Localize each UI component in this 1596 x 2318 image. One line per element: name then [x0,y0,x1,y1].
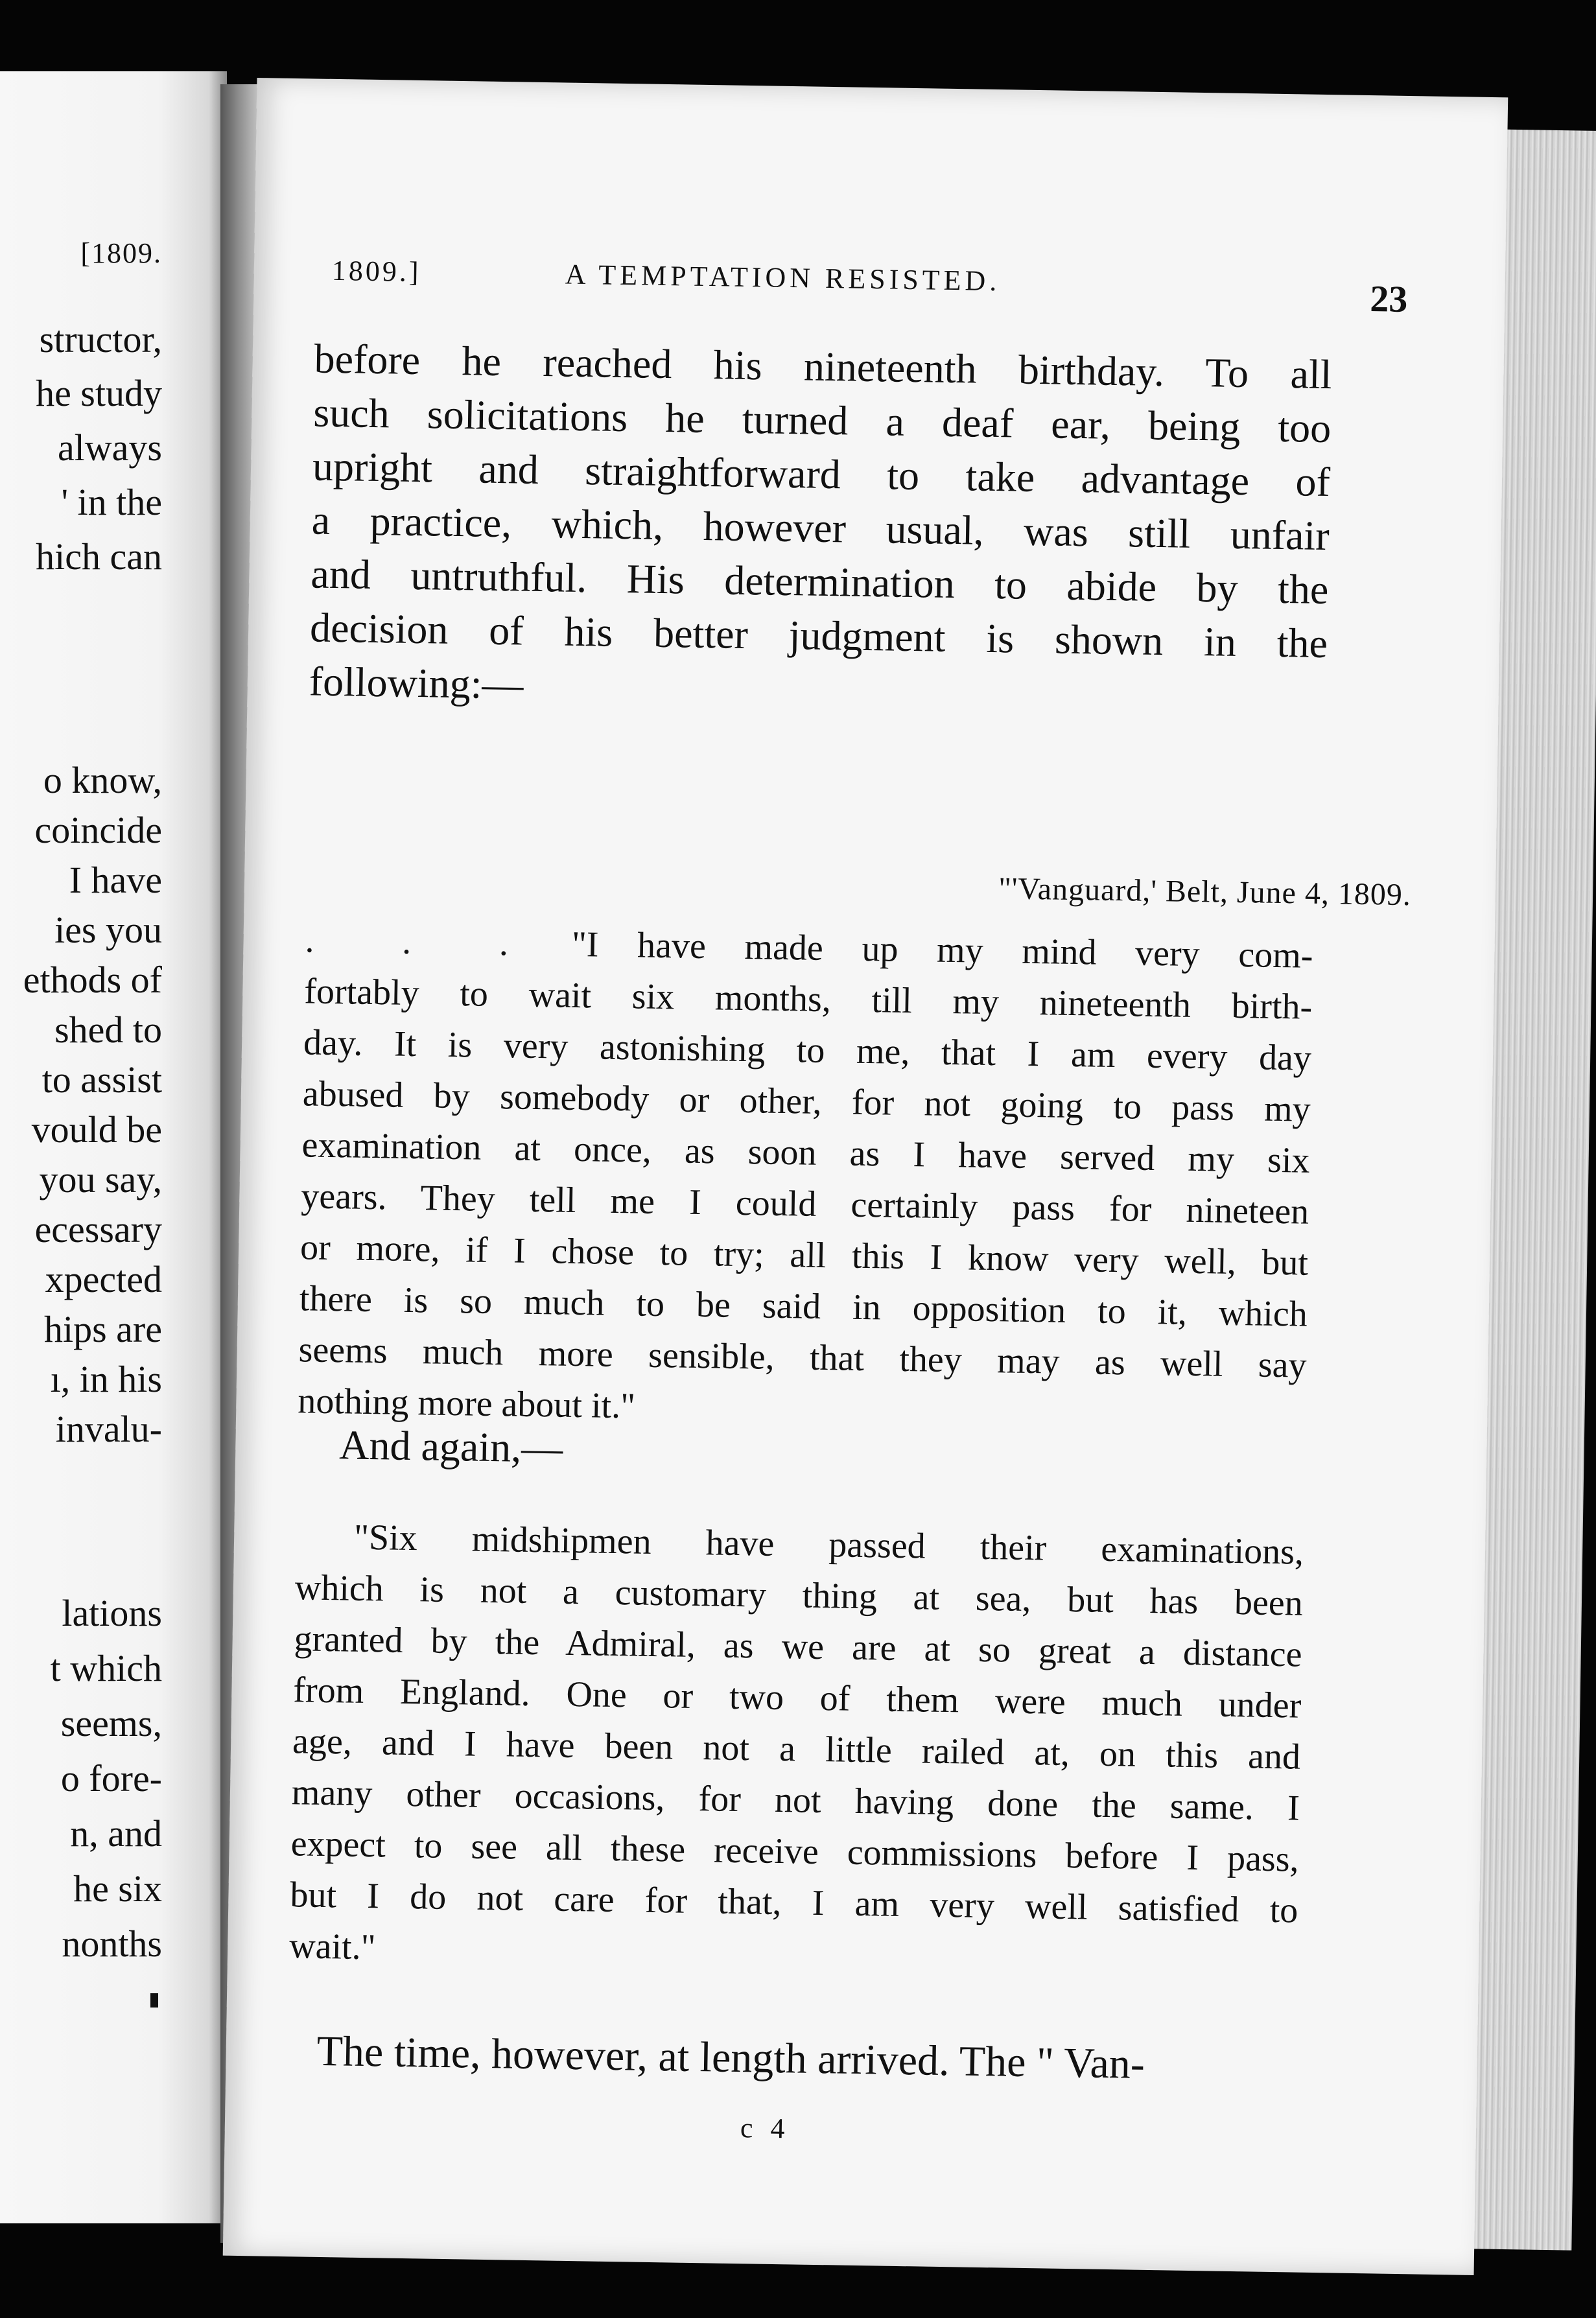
left-line: t which [50,1647,162,1689]
left-line: to assist [41,1059,162,1101]
text-line: examination at once, as soon as I have served my six [301,1125,1310,1181]
text-line: before he reached his nineteenth birthday. To all [314,335,1333,398]
left-line: you say, [39,1158,162,1200]
running-head-year: 1809.] [331,254,421,288]
left-line: ethods of [23,959,162,1001]
text-line: such solicitations he turned a deaf ear, being too [312,389,1332,452]
paragraph-1 [309,331,1332,724]
left-page [0,71,227,2223]
text-line: many other occasions, for not having done the same. I [291,1772,1300,1829]
left-line: lations [62,1592,162,1634]
left-line: vould be [31,1108,162,1151]
text-line: nothing more about it." [297,1381,636,1427]
main-page [223,78,1508,2275]
quote-line-1: "I have made up my mind very com- [571,924,1313,976]
left-line: coincide [34,809,162,851]
left-line: shed to [54,1009,162,1051]
text-line: but I do not care for that, I am very well satisfied to [289,1875,1298,1931]
text-line: or more, if I chose to try; all this I know very well, but [299,1227,1309,1283]
text-line: following:— [309,658,524,708]
text-line: granted by the Admiral, as we are at so great a distance [294,1619,1302,1675]
left-line: invalu- [55,1408,162,1450]
text-line: "Six midshipmen have passed their examinations, [353,1517,1304,1573]
running-head-title: A TEMPTATION RESISTED. [565,258,1001,298]
left-line: ecessary [34,1208,162,1250]
text-line: which is not a customary thing at sea, but has been [294,1567,1304,1624]
left-line: ies you [54,909,162,951]
text-line: from England. One or two of them were much under [292,1670,1302,1726]
letter-quote-2 [289,1511,1304,1987]
letter-quote-1 [298,915,1313,1442]
left-line: structor, [39,318,162,360]
left-line: seems, [60,1702,162,1744]
left-line: o know, [43,759,162,801]
left-line: n, and [70,1812,162,1855]
text-line: fortably to wait six months, till my nineteenth birth- [303,971,1313,1027]
text-line: seems much more sensible, that they may as well say [298,1329,1307,1386]
text-line: there is so much to be said in opposition to it, which [299,1278,1308,1335]
text-line: upright and straightforward to take advantage of [312,443,1331,506]
left-line: o fore- [60,1757,162,1799]
left-line: nonths [62,1923,162,1965]
letter-dateline: "'Vanguard,' Belt, June 4, 1809. [998,871,1412,913]
left-running-head: [1809. [80,237,162,269]
left-line: ı, in his [50,1358,162,1400]
ink-mark [150,1993,158,2008]
running-head [331,241,1408,320]
text-line: years. They tell me I could certainly pass for nineteen [300,1176,1309,1232]
text-line: wait." [288,1926,376,1968]
page-number: 23 [1369,277,1408,320]
closing-line: The time, however, at length arrived. The " Van- [316,2027,1145,2088]
left-line: he six [73,1867,162,1910]
text-line: day. It is very astonishing to me, that I am every day [303,1022,1312,1079]
text-line: decision of his better judgment is shown in the [309,604,1328,667]
left-line: always [57,427,162,469]
text-line: age, and I have been not a little railed at, on this and [292,1721,1301,1777]
left-line: xpected [45,1258,162,1300]
text-line: expect to see all these receive commissions before I pass, [290,1823,1300,1880]
left-line: he study [36,372,162,414]
left-line: ' in the [61,481,162,523]
left-line: hips are [44,1308,162,1350]
text-line: a practice, which, however usual, was still unfair [311,497,1330,559]
printer-signature: c 4 [740,2112,790,2145]
text-line: abused by somebody or other, for not going to pass my [302,1073,1311,1130]
and-again-heading: And again,— [338,1422,563,1471]
left-line: hich can [36,535,162,578]
ellipsis: . . . [305,920,534,964]
left-line: I have [69,859,162,901]
text-line: and untruthful. His determination to abide by the [310,550,1329,613]
